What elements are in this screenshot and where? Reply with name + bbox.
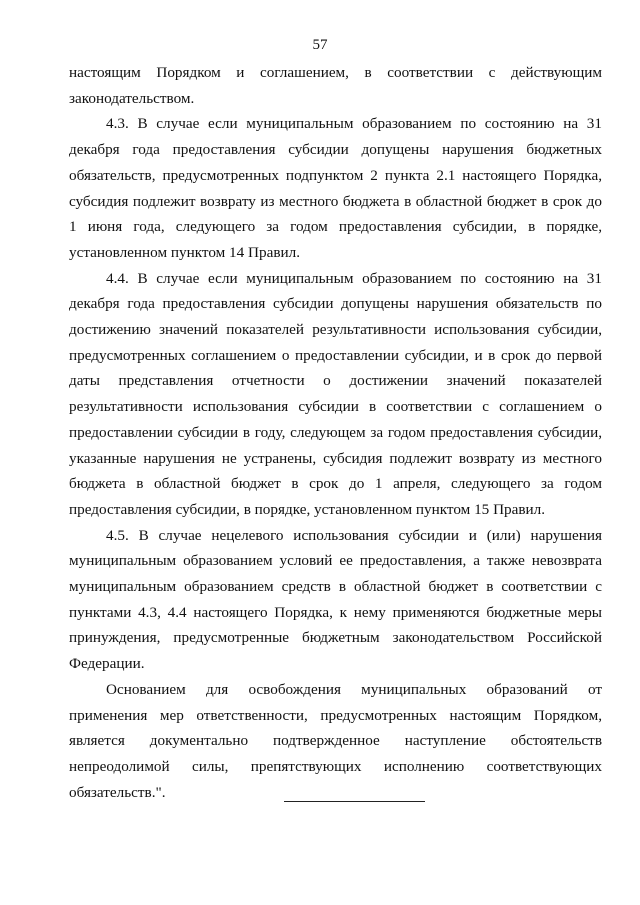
page-number: 57: [312, 37, 328, 53]
paragraph-4-3: 4.3. В случае если муниципальным образованием по состоянию на 31 декабря года предоставления субсидии допущены нарушения бюджетных обязательств, предусмотренных подпунктом 2 пункта 2.1 настоящего Порядка, субсидия подлежит возврату из местного бюджета в областной бюджет в срок до 1 июня года, следующего за годом предоставления субсидии, в порядке, установленном пунктом 14 Правил.: [69, 115, 602, 261]
paragraph-4-4: 4.4. В случае если муниципальным образованием по состоянию на 31 декабря года предоставления субсидии допущены нарушения обязательств по достижению значений показателей результативности использования субсидии, предусмотренных соглашением о предоставлении субсидии, и в срок до первой даты представления отчетности о достижении значений показателей результативности использования субсидии в соответствии с соглашением о предоставлении субсидии в году, следующем за годом предоставления субсидии, указанные нарушения не устранены, субсидия подлежит возврату из местного бюджета в областной бюджет в срок до 1 апреля, следующего за годом предоставления субсидии, в порядке, установленном пунктом 15 Правил.: [69, 269, 602, 518]
paragraph-4-5: 4.5. В случае нецелевого использования субсидии и (или) нарушения муниципальным образованием условий ее предоставления, а также невозврата муниципальным образованием средств в областной бюджет в соответствии с пунктами 4.3, 4.4 настоящего Порядка, к нему применяются бюджетные меры принуждения, предусмотренные бюджетным законодательством Российской Федерации.: [69, 526, 602, 673]
paragraph-continuation: настоящим Порядком и соглашением, в соответствии с действующим законодательством.: [69, 64, 602, 107]
document-body: [69, 60, 602, 805]
paragraph-force-majeure: Основанием для освобождения муниципальных образований от применения мер ответственности, предусмотренных настоящим Порядком, является документально подтвержденное наступление обстоятельств непреодолимой силы, препятствующих исполнению соответствующих обязательств.".: [69, 680, 602, 801]
end-separator-line: [284, 801, 425, 802]
